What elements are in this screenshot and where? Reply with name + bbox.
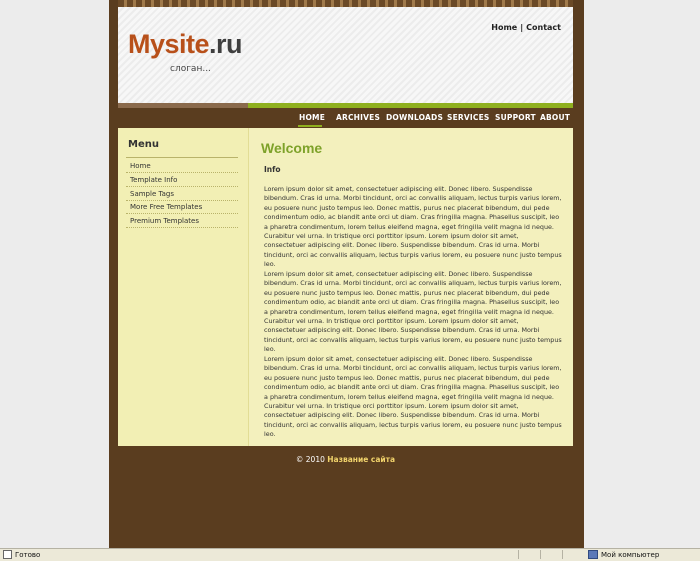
status-divider (562, 550, 563, 559)
section-subheading: Info (264, 165, 281, 174)
copyright-text: © 2010 (295, 455, 325, 464)
computer-icon (588, 550, 598, 559)
content-paragraph: Lorem ipsum dolor sit amet, consectetuer adipiscing elit. Donec libero. Suspendisse bibendum. Cras id urna. Morbi tincidunt, orci ac convallis aliquam, lectus turpis varius lorem, eu posuere nunc justo tempus leo. Donec mattis, purus nec placerat bibendum, dui pede condimentum odio, ac blandit ante orci ut diam. Cras fringilla magna. Phasellus suscipit, leo a pharetra condimentum, lorem tellus eleifend magna, eget fringilla velit magna id neque. Curabitur vel urna. In tristique orci porttitor ipsum. Lorem ipsum dolor sit amet, consectetuer adipiscing elit. Donec libero. Suspendisse bibendum. Cras id urna. Morbi tincidunt, orci ac convallis aliquam, lectus turpis varius lorem, eu posuere nunc justo tempus leo. (264, 270, 562, 354)
sidebar-item-sample-tags[interactable]: Sample Tags (130, 190, 174, 198)
status-text: Готово (15, 550, 41, 559)
page-margin-left (0, 0, 109, 548)
toplink-home[interactable]: Home (491, 23, 518, 32)
nav-services[interactable]: SERVICES (447, 113, 490, 122)
sidebar-divider (126, 200, 238, 201)
site-header (118, 7, 573, 103)
toplink-contact[interactable]: Contact (526, 23, 561, 32)
browser-status-bar (0, 548, 700, 561)
footer-site-name[interactable]: Название сайта (327, 455, 396, 464)
toplink-separator: | (520, 23, 524, 32)
main-navigation (118, 108, 573, 128)
site-logo[interactable] (128, 29, 242, 60)
site-container (118, 0, 573, 548)
site-footer (118, 446, 573, 548)
nav-home[interactable]: HOME (299, 113, 326, 122)
content-paragraph: Lorem ipsum dolor sit amet, consectetuer adipiscing elit. Donec libero. Suspendisse bibendum. Cras id urna. Morbi tincidunt, orci ac convallis aliquam, lectus turpis varius lorem, eu posuere nunc justo tempus leo. Donec mattis, purus nec placerat bibendum, dui pede condimentum odio, ac blandit ante orci ut diam. Cras fringilla magna. Phasellus suscipit, leo a pharetra condimentum, lorem tellus eleifend magna, eget fringilla velit magna id neque. Curabitur vel urna. In tristique orci porttitor ipsum. Lorem ipsum dolor sit amet, consectetuer adipiscing elit. Donec libero. Suspendisse bibendum. Cras id urna. Morbi tincidunt, orci ac convallis aliquam, lectus turpis varius lorem, eu posuere nunc justo tempus leo. (264, 185, 562, 269)
sidebar-divider (126, 213, 238, 214)
sidebar-item-template-info[interactable]: Template Info (130, 176, 178, 184)
sidebar (118, 128, 249, 446)
nav-archives[interactable]: ARCHIVES (336, 113, 381, 122)
nav-about[interactable]: ABOUT (540, 113, 571, 122)
footer-copyright (118, 455, 573, 464)
nav-support[interactable]: SUPPORT (495, 113, 536, 122)
logo-tld-text: .ru (209, 29, 243, 59)
sidebar-divider (126, 186, 238, 187)
status-zone-text: Мой компьютер (601, 550, 660, 559)
sidebar-item-more-free-templates[interactable]: More Free Templates (130, 203, 203, 211)
site-slogan: слоган... (170, 64, 211, 74)
status-divider (518, 550, 519, 559)
main-content (249, 128, 573, 446)
site-frame (109, 0, 584, 548)
page-status-icon (3, 550, 12, 559)
sidebar-item-home[interactable]: Home (130, 162, 151, 170)
status-left (3, 550, 40, 559)
content-area (118, 128, 573, 446)
sidebar-divider (126, 172, 238, 173)
logo-main-text: Mysite (128, 29, 210, 59)
nav-downloads[interactable]: DOWNLOADS (386, 113, 444, 122)
sidebar-divider (126, 227, 238, 228)
content-paragraph: Lorem ipsum dolor sit amet, consectetuer adipiscing elit. Donec libero. Suspendisse bibendum. Cras id urna. Morbi tincidunt, orci ac convallis aliquam, lectus turpis varius lorem, eu posuere nunc justo tempus leo. Donec mattis, purus nec placerat bibendum, dui pede condimentum odio, ac blandit ante orci ut diam. Cras fringilla magna. Phasellus suscipit, leo a pharetra condimentum, lorem tellus eleifend magna, eget fringilla velit magna id neque. Curabitur vel urna. In tristique orci porttitor ipsum. Lorem ipsum dolor sit amet, consectetuer adipiscing elit. Donec libero. Suspendisse bibendum. Cras id urna. Morbi tincidunt, orci ac convallis aliquam, lectus turpis varius lorem, eu posuere nunc justo tempus leo. (264, 355, 562, 439)
page-title: Welcome (261, 140, 323, 156)
page-margin-right (583, 0, 700, 548)
status-zone (588, 550, 659, 559)
nav-active-indicator (298, 125, 322, 127)
top-links (491, 23, 561, 32)
top-decorative-strip (118, 0, 573, 7)
status-divider (540, 550, 541, 559)
sidebar-title: Menu (128, 139, 159, 150)
sidebar-item-premium-templates[interactable]: Premium Templates (130, 217, 199, 225)
sidebar-title-divider (126, 157, 238, 158)
